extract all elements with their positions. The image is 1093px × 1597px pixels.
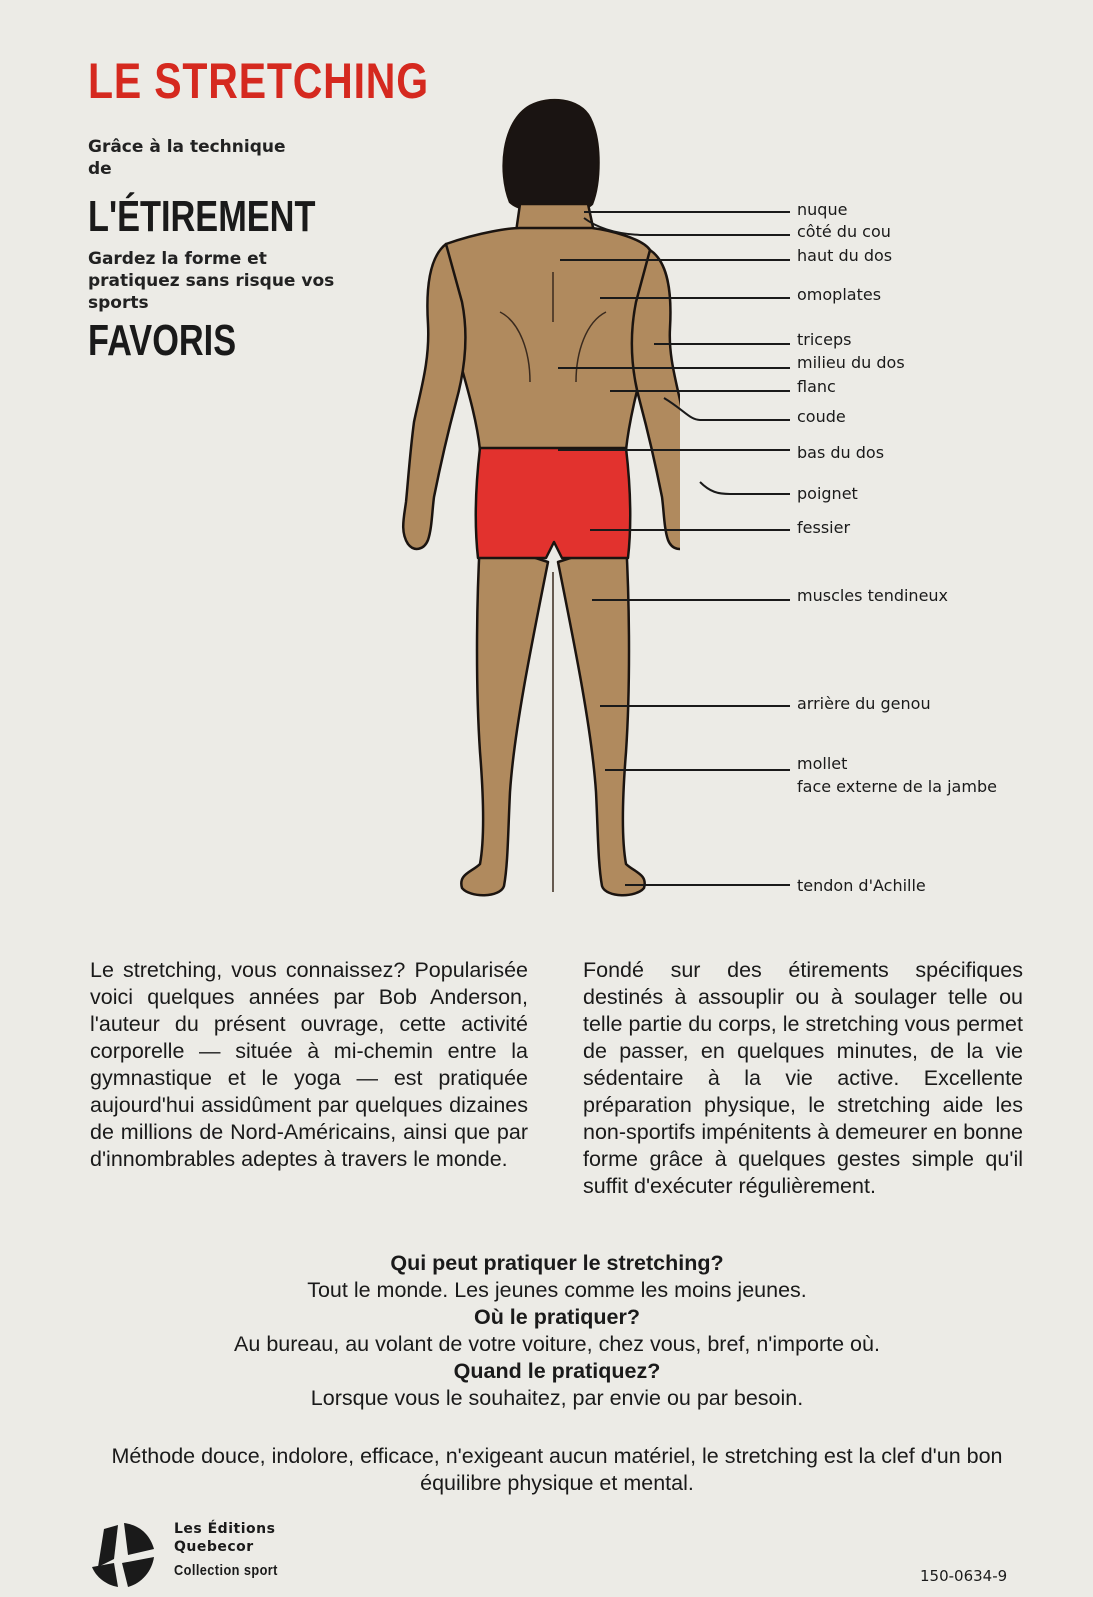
label-flanc: flanc (797, 377, 836, 396)
publisher-logo-icon (84, 1515, 162, 1593)
label-triceps: triceps (797, 330, 852, 349)
label-face-externe-jambe: face externe de la jambe (797, 777, 997, 796)
label-milieu-du-dos: milieu du dos (797, 353, 905, 372)
question-who: Qui peut pratiquer le stretching? (390, 1251, 724, 1275)
cover-title: LE STRETCHING (88, 53, 429, 109)
label-nuque: nuque (797, 200, 848, 219)
label-muscles-tendineux: muscles tendineux (797, 586, 949, 605)
answer-when: Lorsque vous le souhaitez, par envie ou par besoin. (310, 1386, 804, 1410)
label-mollet: mollet (797, 754, 848, 773)
publisher-collection: Collection sport (174, 1562, 278, 1579)
body-text-left: Le stretching, vous connaissez? Popularisée voici quelques années par Bob Anderson, l'auteur du présent ouvrage, cette activité corporelle — située à mi-chemin entre la gymnastique et le yoga — est pratiquée aujourd'hui assidûment par quelques dizaines de millions de Nord-Américains, ainsi que par d'innombrables adeptes à travers le monde. (90, 958, 528, 1171)
answer-who: Tout le monde. Les jeunes comme les moins jeunes. (307, 1278, 807, 1302)
tagline-etirement: L'ÉTIREMENT (88, 192, 316, 241)
tagline-intro: Grâce à la technique de (88, 137, 286, 179)
publisher-name-line1: Les Éditions (174, 1521, 276, 1537)
tagline-favoris: FAVORIS (88, 316, 237, 365)
question-when: Quand le pratiquez? (453, 1359, 661, 1383)
answer-where: Au bureau, au volant de votre voiture, chez vous, bref, n'importe où. (234, 1332, 880, 1356)
body-text-right: Fondé sur des étirements spécifiques destinés à assouplir ou à soulager telle ou telle partie du corps, le stretching vous permet de passer, en quelques minutes, de la vie sédentaire à la vie active. Excellente préparation physique, le stretching aide les non-sportifs impénitents à demeurer en bonne forme grâce à quelques gestes simple qu'il suffit d'exécuter régulièrement. (583, 958, 1023, 1198)
closing-statement: Méthode douce, indolore, efficace, n'exigeant aucun matériel, le stretching est la clef d'un bon équilibre physique et mental. (111, 1444, 1003, 1495)
leader-cote-du-cou (584, 218, 790, 235)
label-fessier: fessier (797, 518, 851, 537)
label-poignet: poignet (797, 484, 858, 503)
catalog-code: 150-0634-9 (920, 1567, 1008, 1585)
label-tendon-achille: tendon d'Achille (797, 876, 926, 895)
leader-coude (664, 398, 790, 420)
label-bas-du-dos: bas du dos (797, 443, 885, 462)
leader-poignet (700, 482, 790, 494)
label-arriere-du-genou: arrière du genou (797, 694, 931, 713)
label-cote-du-cou: côté du cou (797, 222, 891, 241)
label-omoplates: omoplates (797, 285, 882, 304)
label-haut-du-dos: haut du dos (797, 246, 893, 265)
publisher-name-line2: Quebecor (174, 1539, 254, 1555)
label-coude: coude (797, 407, 846, 426)
tagline-middle: Gardez la forme et pratiquez sans risque vos sports (88, 249, 335, 313)
question-where: Où le pratiquer? (473, 1305, 641, 1329)
